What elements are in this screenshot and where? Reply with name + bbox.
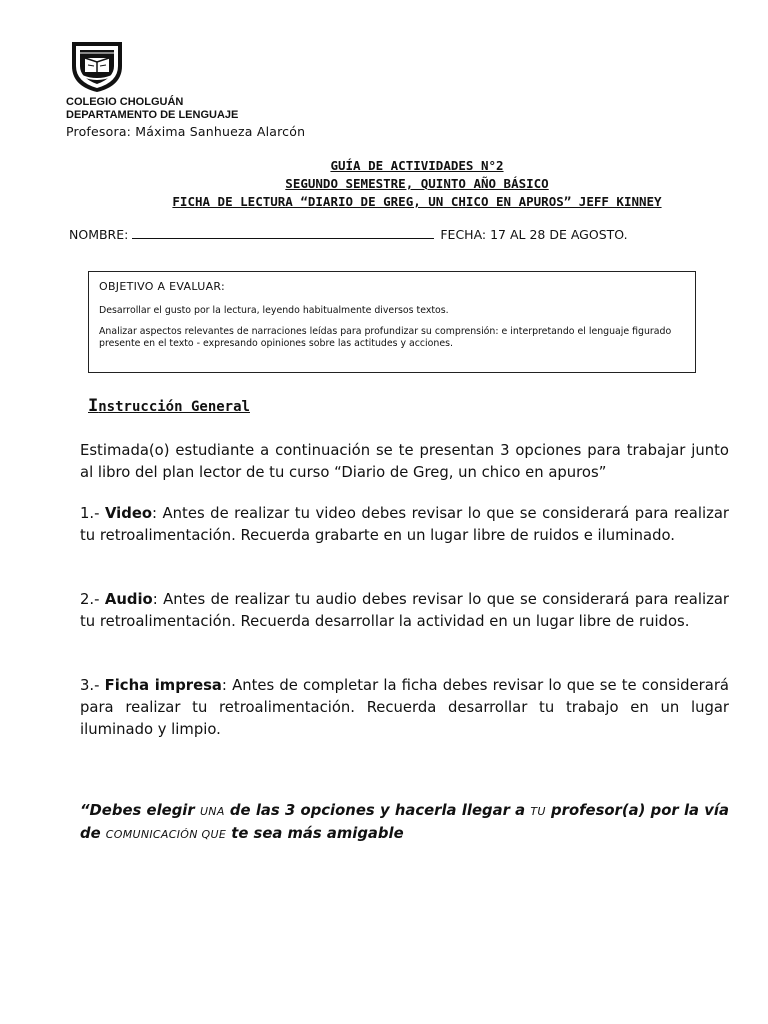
name-date-row [69, 227, 628, 242]
school-crest-logo [66, 38, 128, 94]
semester-title: SEGUNDO SEMESTRE, QUINTO AÑO BÁSICO [285, 176, 549, 191]
closing-note: “Debes elegir UNA de las 3 opciones y hacerla llegar a TU profesor(a) por la vía de COMUNICACIÓN QUE te sea más amigable [80, 802, 729, 842]
option-name: Ficha impresa [104, 677, 222, 694]
option-printed-sheet: 3.- Ficha impresa: Antes de completar la ficha debes revisar lo que se te considerará para realizar tu retroalimentación. Recuerda desarrollar tu trabajo en un lugar iluminado y limpio. [80, 677, 729, 738]
option-name: Video [104, 505, 153, 522]
reading-title: FICHA DE LECTURA “DIARIO DE GREG, UN CHICO EN APUROS” JEFF KINNEY [172, 194, 662, 209]
objective-box [88, 271, 696, 373]
objective-heading: OBJETIVO A EVALUAR: [99, 280, 226, 293]
document-titles [0, 157, 768, 211]
guide-title: GUÍA DE ACTIVIDADES N°2 [330, 158, 504, 173]
option-audio: 2.- Audio: Antes de realizar tu audio debes revisar lo que se considerará para realizar tu retroalimentación. Recuerda desarrollar la actividad en un lugar libre de ruidos. [80, 591, 729, 630]
option-video: 1.- Video: Antes de realizar tu video debes revisar lo que se considerará para realizar tu retroalimentación. Recuerda grabarte en un lugar libre de ruidos e iluminado. [80, 505, 729, 544]
school-info [66, 96, 238, 122]
objective-item: Desarrollar el gusto por la lectura, leyendo habitualmente diversos textos. [99, 305, 449, 316]
objective-item: Analizar aspectos relevantes de narraciones leídas para profundizar su comprensión: e interpretando el lenguaje figurado presente en el texto - expresando opiniones sobre las actitudes y acciones. [99, 325, 672, 349]
name-label: NOMBRE: [69, 227, 129, 242]
teacher-name: Profesora: Máxima Sanhueza Alarcón [66, 124, 306, 139]
name-blank-line[interactable] [132, 227, 434, 239]
intro-paragraph: Estimada(o) estudiante a continuación se te presentan 3 opciones para trabajar junto al libro del plan lector de tu curso “Diario de Greg, un chico en apuros” [80, 442, 729, 481]
option-name: Audio [104, 591, 153, 608]
school-name: COLEGIO CHOLGUÁN [66, 96, 184, 108]
instruction-heading: Instrucción General [88, 396, 250, 416]
department-name: DEPARTAMENTO DE LENGUAJE [66, 109, 239, 121]
date-text: FECHA: 17 AL 28 DE AGOSTO. [440, 227, 628, 242]
